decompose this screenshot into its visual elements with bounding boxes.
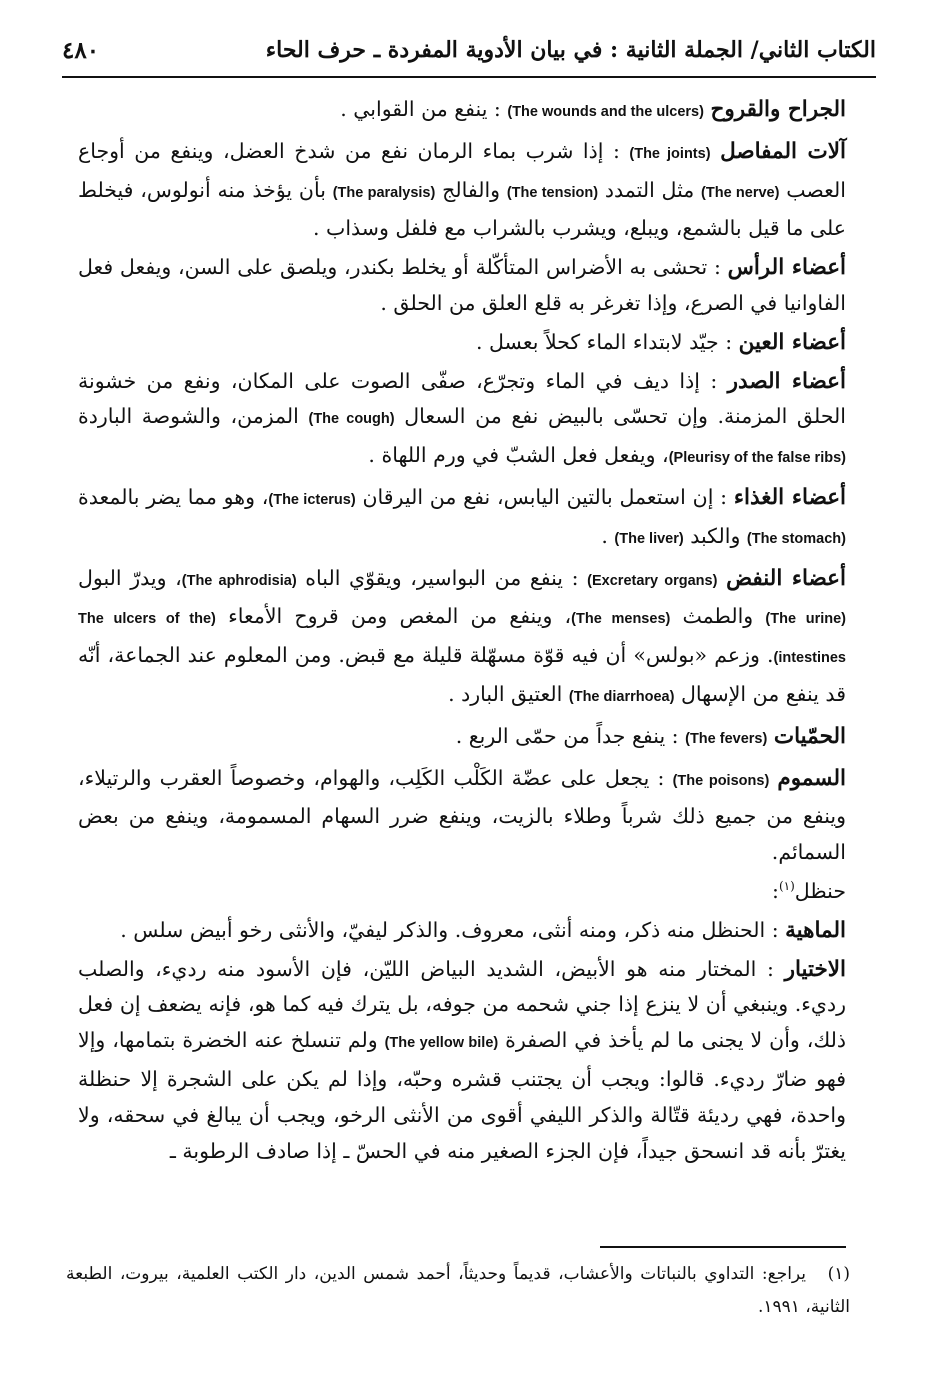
english-gloss: (The fevers): [685, 730, 768, 747]
entry-term: الماهية: [785, 917, 846, 943]
entry-nutrition: [78, 480, 846, 558]
entry-term: أعضاء الرأس: [727, 255, 846, 281]
english-gloss: (The diarrhoea): [568, 688, 675, 705]
entry-term: الحمّيات: [773, 723, 846, 749]
footnote: [66, 1258, 850, 1324]
main-text: [78, 92, 846, 1172]
footnote-text: يراجع: التداوي بالنباتات والأعشاب، قديماً وحديثاً، أحمد شمس الدين، دار الكتب العلمية، بيروت، الطبعة الثانية، ١٩٩١.: [66, 1264, 850, 1317]
english-gloss: (The urine): [765, 611, 847, 628]
english-gloss: (Pleurisy of the false ribs): [668, 450, 846, 467]
entry-term: الجراح والقروح: [710, 97, 846, 122]
english-gloss: (The stomach): [746, 530, 846, 547]
entry-text: والطمث: [670, 604, 766, 629]
entry-text: : جيّد لابتداء الماء كحلاً بعسل .: [475, 329, 733, 354]
entry-text: مثل التمدد: [598, 177, 702, 202]
entry-text: بأن يؤخذ منه أنولوس، فيخلط على ما قيل بالشمع، ويبلع، ويشرب بالشراب مع فلفل وسذاب .: [78, 177, 846, 241]
header-rule: [62, 76, 876, 78]
entry-text: ولم تنسلخ عنه الخضرة بتمامها، وإلا فهو ضارّ رديء. قالوا: ويجب أن يجتنب قشره وحبّه، وإذا لم يكن على الشجرة إلا حنظلة واحدة، فهي رديئة قتّالة والذكر الليفي أقوى من الأنثى الرخو، ويجب أن يبالغ في سحقه، ولا يغترّ بأنه قد انسحق جيداً، فإن الجزء الصغير منه في الحسّ ـ إذا صادف الرطوبة ـ: [78, 1028, 846, 1163]
english-gloss: (The yellow bile): [384, 1035, 499, 1052]
entry-text: ، وهو مما يضر بالمعدة: [78, 484, 269, 509]
english-gloss: (The wounds and the ulcers): [507, 104, 704, 120]
section-heading-colon: :: [772, 878, 779, 903]
entry-fevers: [78, 719, 846, 758]
entry-text: ، ويفعل فعل الشبّ في ورم اللهاة .: [368, 443, 669, 468]
entry-chest: [78, 364, 846, 477]
entry-term: أعضاء العين: [738, 329, 846, 355]
entry-text: : إن استعمل بالتين اليابس، نفع من اليرقان: [355, 484, 728, 509]
english-gloss: (The nerve): [701, 184, 780, 201]
footnote-reference: (١): [778, 879, 795, 894]
entry-term: آلات المفاصل: [720, 138, 846, 164]
entry-text: : إذا ديف في الماء وتجرّع، صفّى الصوت على المكان، ونفع من خشونة الحلق المزمنة. وإن تحسّى بالبيض نفع من السعال: [78, 368, 846, 429]
entry-text: ، وينفع من المغص ومن قروح الأمعاء: [215, 604, 572, 629]
entry-text: : ينفع جداً من حمّى الربع .: [455, 723, 686, 748]
entry-text: والفالج: [435, 177, 507, 202]
entry-term: أعضاء النفض: [726, 565, 846, 591]
english-gloss: (The paralysis): [332, 184, 436, 201]
running-header: [62, 30, 876, 70]
english-gloss: (The liver): [614, 530, 684, 547]
entry-text: .: [601, 523, 615, 548]
section-heading: [78, 874, 846, 910]
entry-term: أعضاء الغذاء: [733, 484, 847, 510]
english-gloss: (The poisons): [672, 772, 770, 789]
entry-text: والكبد: [683, 523, 747, 548]
running-title: الكتاب الثاني/ الجملة الثانية : في بيان الأدوية المفردة ـ حرف الحاء: [265, 37, 876, 63]
entry-text: : المختار منه هو الأبيض، الشديد البياض الليّن، فإن الأسود منه رديء، والصلب رديء. وينبغي أن لا ينزع إذا جني شحمه من جوفه، بل يترك فيه كما هو، فإنه يضعف إن فعل ذلك، وأن لا يجنى ما لم يأخذ في الصفرة: [78, 956, 847, 1053]
entry-text: : تحشى به الأضراس المتأكّلة أو يخلط بكندر، ويلصق على السن، ويفعل فعل الفاوانيا في الصرع، وإذا تغرغر به قلع العلق من الحلق .: [78, 255, 846, 315]
entry-text: : إذا شرب بماء الرمان نفع من شدخ العضل، وينفع من أوجاع العصب: [78, 138, 846, 202]
entry-term: أعضاء الصدر: [727, 368, 846, 394]
entry-excretory: [78, 561, 846, 716]
entry-text: : يجعل على عضّة الكَلْب الكَلِب، والهوام، وخصوصاً العقرب والرتيلاء، وينفع من جميع ذلك شرباً وطلاء بالزيت، وينفع ضرر السهام المسمومة، وينفع من بعض السمائم.: [78, 765, 846, 865]
english-gloss: (The tension): [506, 184, 599, 201]
section-heading-text: حنظل: [794, 878, 846, 903]
english-gloss: (The joints): [629, 145, 711, 162]
entry-selection: [78, 952, 846, 1170]
english-gloss: (The cough): [308, 411, 395, 428]
entry-term: الاختيار: [784, 956, 846, 982]
entry-text: : ينفع من القوابي .: [340, 97, 508, 121]
entry-text: : الحنظل منه ذكر، ومنه أنثى، معروف. والذكر ليفيّ، والأنثى رخو أبيض سلس .: [120, 917, 779, 942]
entry-text: : ينفع من البواسير، ويقوّي الباه: [296, 565, 588, 590]
entry-nature: [78, 913, 846, 949]
english-gloss: (The menses): [571, 611, 671, 628]
page-number: ٤٨٠: [62, 36, 100, 64]
entry-wounds: [78, 92, 846, 131]
entry-poisons: [78, 761, 846, 871]
english-gloss: (The aphrodisia): [181, 572, 297, 589]
english-gloss: (Excretary organs): [587, 572, 718, 589]
footnote-rule: [600, 1246, 846, 1248]
entry-text: . وزعم «بولس» أن فيه قوّة مسهّلة قليلة مع قبض. ومن المعلوم عند الجماعة، أنّه قد ينفع من الإسهال: [78, 643, 846, 706]
entry-eye: [78, 325, 846, 361]
entry-term: السموم: [777, 765, 846, 791]
entry-head: [78, 250, 846, 322]
entry-text: العتيق البارد .: [448, 681, 569, 706]
entry-text: ، ويدرّ البول: [78, 565, 182, 590]
entry-text: المزمن، والشوصة الباردة: [78, 404, 309, 429]
footnote-number: (١): [827, 1264, 850, 1284]
english-gloss: (The icterus): [268, 491, 356, 508]
english-gloss: (The ulcers of the intestines): [78, 611, 846, 667]
entry-joints: [78, 134, 846, 247]
